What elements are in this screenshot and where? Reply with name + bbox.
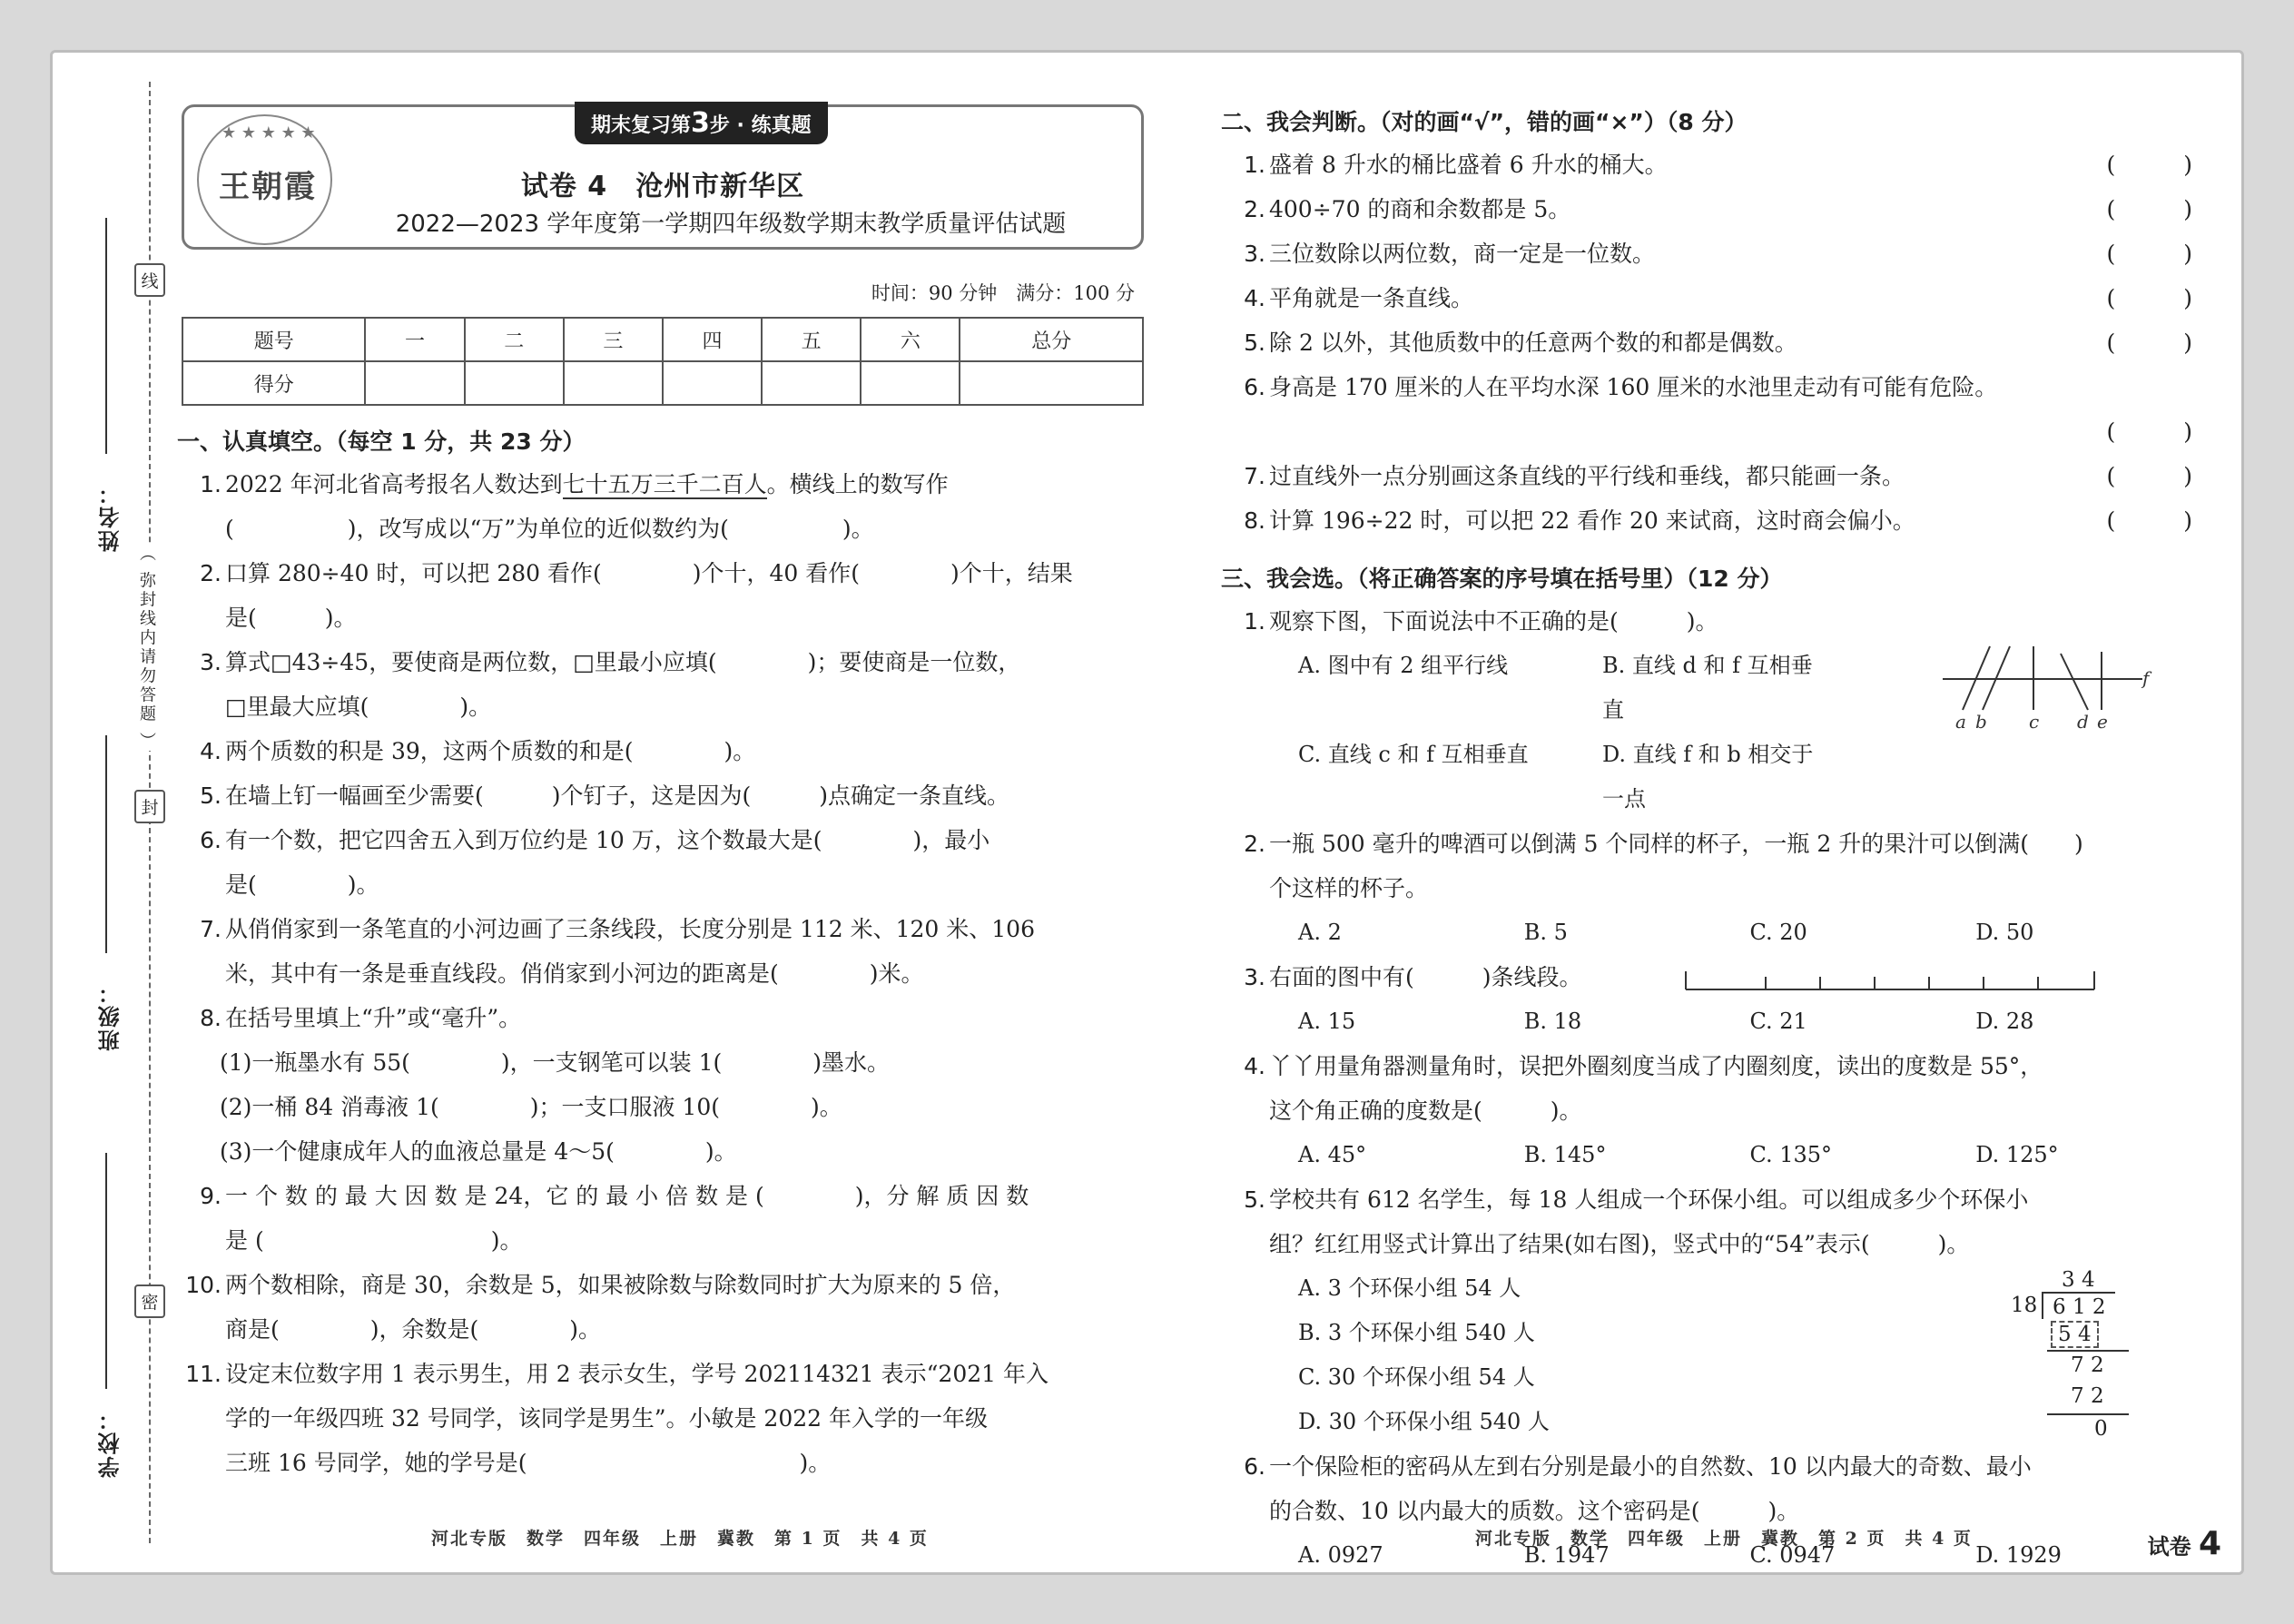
name-underline: [105, 218, 107, 454]
score-input[interactable]: [762, 361, 861, 405]
question-3: [182, 640, 1144, 729]
review-step-tag: [575, 102, 828, 144]
question-number: 5.: [200, 782, 222, 809]
answer-paren[interactable]: ( ): [2106, 463, 2192, 489]
score-input[interactable]: [960, 361, 1143, 405]
label-a: a: [1955, 711, 1966, 733]
question-text: 在括号里填上“升”或“毫升”。: [225, 1005, 522, 1031]
option[interactable]: C. 直线 c 和 f 互相垂直: [1298, 742, 1529, 767]
question-number: 11.: [185, 1361, 222, 1387]
options: [1226, 1133, 2192, 1177]
question-4: [182, 729, 1144, 773]
judge-item: [1226, 320, 2192, 365]
name-label: 姓名：: [98, 481, 123, 552]
choice-question-1: [1226, 599, 2192, 822]
label-b: b: [1975, 711, 1987, 733]
answer-paren[interactable]: ( ): [2106, 285, 2192, 311]
question-text: 这个角正确的度数是( )。: [1269, 1097, 1582, 1124]
question-number: 4.: [1244, 1053, 1265, 1079]
exam-header: [182, 104, 1144, 250]
logo-stars-icon: ★ ★ ★ ★ ★: [222, 123, 316, 143]
left-page: [177, 104, 1144, 1485]
question-text: 过直线外一点分别画这条直线的平行线和垂线，都只能画一条。: [1269, 463, 1905, 489]
question-text: □里最大应填( )。: [225, 694, 492, 720]
segments-figure: [1684, 968, 2102, 995]
division-step-54: 5 4: [2051, 1321, 2099, 1348]
question-text: 学校共有 612 名学生，每 18 人组成一个环保小组。可以组成多少个环保小: [1269, 1186, 2029, 1213]
question-number: 10.: [185, 1272, 222, 1298]
score-cell: 五: [762, 318, 861, 361]
choice-question-2: [1226, 822, 2192, 955]
question-number: 3.: [200, 649, 222, 675]
score-header-row: [182, 318, 1143, 361]
question-text: 的合数、10 以内最大的质数。这个密码是( )。: [1269, 1498, 1800, 1524]
question-2: [182, 551, 1144, 640]
choice-question-3: [1226, 955, 2192, 1044]
question-text: 一瓶 500 毫升的啤酒可以倒满 5 个同样的杯子，一瓶 2 升的果汁可以倒满( ): [1269, 831, 2083, 857]
seal-tag-mi: 密: [134, 1284, 165, 1318]
question-text: 在墙上钉一幅画至少需要( )个钉子，这是因为( )点确定一条直线。: [225, 782, 1010, 809]
choice-question-6: [1226, 1444, 2192, 1578]
question-number: 5.: [1244, 330, 1265, 356]
question-number: 3.: [1244, 241, 1265, 267]
question-text: 400÷70 的商和余数都是 5。: [1269, 196, 1571, 222]
question-text: 平角就是一条直线。: [1269, 285, 1474, 311]
right-page: [1221, 104, 2192, 1578]
question-number: 4.: [1244, 285, 1265, 311]
class-label: 班级：: [98, 980, 123, 1051]
division-rule: [2047, 1413, 2129, 1415]
question-5: [182, 773, 1144, 818]
option[interactable]: C. 21: [1749, 1009, 1807, 1034]
exam-time-score: 时间：90 分钟 满分：100 分: [871, 282, 1135, 304]
division-dividend: 6 1 2: [2042, 1292, 2115, 1319]
score-input[interactable]: [365, 361, 464, 405]
question-number: 4.: [200, 738, 222, 764]
step-number: 3: [691, 107, 710, 139]
question-text: 米，其中有一条是垂直线段。俏俏家到小河边的距离是( )米。: [225, 960, 924, 987]
question-number: 2.: [200, 560, 222, 586]
division-step: 7 2: [2071, 1353, 2104, 1377]
option[interactable]: C. 20: [1749, 920, 1807, 945]
division-rule: [2047, 1350, 2129, 1352]
option[interactable]: A. 15: [1298, 1009, 1356, 1034]
question-number: 6.: [1244, 1453, 1265, 1480]
judge-item: [1226, 276, 2192, 320]
question-number: 7.: [200, 916, 222, 942]
question-text: 从俏俏家到一条笔直的小河边画了三条线段，长度分别是 112 米、120 米、106: [225, 916, 1035, 942]
score-cell: 六: [861, 318, 960, 361]
question-text: 组？红红用竖式计算出了结果(如右图)，竖式中的“54”表示( )。: [1269, 1231, 1970, 1257]
question-text: 2022 年河北省高考报名人数达到: [225, 471, 563, 497]
option[interactable]: C. 135°: [1749, 1142, 1833, 1167]
underlined-text: 七十五万三千二百人: [562, 471, 767, 497]
question-text: 一 个 数 的 最 大 因 数 是 24，它 的 最 小 倍 数 是 ( )，分 解 质 因 数: [225, 1183, 1029, 1209]
question-text: 丫丫用量角器测量角时，误把外圈刻度当成了内圈刻度，读出的度数是 55°，: [1269, 1053, 2043, 1079]
question-text: 是( )。: [225, 605, 357, 631]
section2-title: 二、我会判断。（对的画“√”，错的画“×”）（8 分）: [1221, 109, 1748, 135]
question-8-sub3: (3)一个健康成年人的血液总量是 4～5( )。: [220, 1138, 737, 1165]
badge-prefix: 试卷: [2147, 1534, 2191, 1560]
score-table: [182, 317, 1144, 406]
footer-right: 河北专版 数学 四年级 上册 冀教 第 2 页 共 4 页: [1475, 1529, 1973, 1549]
question-text: 有一个数，把它四舍五入到万位约是 10 万，这个数最大是( )，最小: [225, 827, 990, 853]
judge-item: [1226, 454, 2192, 498]
score-cell: 四: [663, 318, 762, 361]
question-number: 6.: [200, 827, 222, 853]
question-number: 5.: [1244, 1186, 1265, 1213]
score-cell: 二: [465, 318, 564, 361]
question-text: 设定末位数字用 1 表示男生，用 2 表示女生，学号 202114321 表示“2021 年入: [225, 1361, 1049, 1387]
option[interactable]: D. 30 个环保小组 540 人: [1298, 1409, 1550, 1434]
question-text: 口算 280÷40 时，可以把 280 看作( )个十，40 看作( )个十，结果: [225, 560, 1073, 586]
score-cell: 得分: [182, 361, 365, 405]
lines-figure: [1943, 645, 2161, 735]
question-text: 学的一年级四班 32 号同学，该同学是男生”。小敏是 2022 年入学的一年级: [225, 1405, 989, 1432]
answer-paren[interactable]: ( ): [2106, 152, 2192, 178]
judge-item: [1226, 231, 2192, 276]
question-9: [182, 1174, 1144, 1263]
step-suffix: 步 · 练真题: [709, 114, 812, 137]
division-remainder: 0: [2094, 1417, 2108, 1441]
question-text: 身高是 170 厘米的人在平均水深 160 厘米的水池里走动有可能有危险。: [1269, 374, 1998, 400]
seal-tag-xian: 线: [134, 263, 165, 297]
question-text: 三班 16 号同学，她的学号是( )。: [225, 1450, 832, 1476]
option[interactable]: C. 30 个环保小组 54 人: [1298, 1364, 1535, 1390]
question-text: 计算 196÷22 时，可以把 22 看作 20 来试商，这时商会偏小。: [1269, 507, 1915, 534]
question-1: [182, 462, 1144, 551]
option[interactable]: B. 18: [1523, 1009, 1582, 1034]
section1-title: 一、认真填空。（每空 1 分，共 23 分）: [177, 428, 586, 455]
options: [1226, 733, 2192, 822]
label-c: c: [2029, 711, 2040, 733]
question-text: ( )，改写成以“万”为单位的近似数约为( )。: [225, 516, 874, 542]
question-number: 9.: [200, 1183, 222, 1209]
badge-number: 4: [2198, 1525, 2221, 1562]
question-text: 。横线上的数写作: [766, 471, 949, 497]
question-11: [182, 1352, 1144, 1485]
division-quotient: 3 4: [2062, 1268, 2095, 1292]
division-step: 7 2: [2071, 1384, 2104, 1408]
judge-item: [1226, 365, 2192, 454]
option[interactable]: A. 2: [1298, 920, 1342, 945]
exam-subtitle: 2022—2023 学年度第一学期四年级数学期末教学质量评估试题: [395, 211, 1067, 238]
option[interactable]: A. 3 个环保小组 54 人: [1298, 1275, 1521, 1301]
score-input[interactable]: [663, 361, 762, 405]
question-6: [182, 818, 1144, 907]
section3-title: 三、我会选。（将正确答案的序号填在括号里）（12 分）: [1221, 566, 1783, 592]
binding-sidebar: [84, 82, 170, 1543]
judge-item: [1226, 143, 2192, 187]
score-input[interactable]: [465, 361, 564, 405]
score-cell: 题号: [182, 318, 365, 361]
question-text: 个这样的杯子。: [1269, 875, 1429, 901]
score-cell: 一: [365, 318, 464, 361]
option[interactable]: D. 28: [1975, 1009, 2034, 1034]
question-8: [182, 996, 1144, 1040]
option[interactable]: A. 图中有 2 组平行线: [1298, 653, 1509, 678]
class-underline: [105, 735, 107, 953]
score-input[interactable]: [861, 361, 960, 405]
question-text: 算式□43÷45，要使商是两位数，□里最小应填( )；要使商是一位数，: [225, 649, 1021, 675]
label-f: f: [2142, 667, 2150, 689]
division-divisor: 18: [2011, 1294, 2038, 1317]
option[interactable]: C. 0947: [1749, 1542, 1836, 1568]
question-text: 两个数相除，商是 30，余数是 5，如果被除数与除数同时扩大为原来的 5 倍，: [225, 1272, 1016, 1298]
option[interactable]: B. 145°: [1523, 1142, 1607, 1167]
school-label: 学校：: [98, 1407, 123, 1478]
question-number: 2.: [1244, 831, 1265, 857]
line-d: [2061, 654, 2088, 710]
seal-tag-feng: 封: [134, 790, 165, 823]
question-10: [182, 1263, 1144, 1352]
answer-paren[interactable]: ( ): [2106, 330, 2192, 356]
option[interactable]: B. 5: [1523, 920, 1568, 945]
score-cell: 三: [564, 318, 663, 361]
option[interactable]: A. 45°: [1298, 1142, 1367, 1167]
score-cell: 总分: [960, 318, 1143, 361]
answer-paren[interactable]: ( ): [2106, 241, 2192, 267]
option[interactable]: D. 1929: [1975, 1542, 2062, 1568]
question-8-sub2: (2)一桶 84 消毒液 1( )；一支口服液 10( )。: [220, 1094, 842, 1120]
question-8-sub1: (1)一瓶墨水有 55( )，一支钢笔可以装 1( )墨水。: [220, 1049, 891, 1076]
score-input[interactable]: [564, 361, 663, 405]
option[interactable]: B. 3 个环保小组 540 人: [1298, 1320, 1535, 1345]
seal-note: （ 弥封线内请勿答题 ）: [134, 545, 158, 751]
question-text: 观察下图，下面说法中不正确的是( )。: [1269, 608, 1718, 635]
question-text: 右面的图中有( )条线段。: [1269, 964, 1582, 990]
question-number: 2.: [1244, 196, 1265, 222]
options: [1226, 910, 2192, 955]
exam-title: 试卷 4 沧州市新华区: [520, 171, 805, 202]
choice-question-5: [1226, 1177, 2192, 1444]
paper-badge: [2148, 1525, 2221, 1562]
answer-paren[interactable]: ( ): [2106, 507, 2192, 534]
question-number: 1.: [1244, 608, 1265, 635]
option[interactable]: B. 1947: [1523, 1542, 1610, 1568]
label-e: e: [2097, 711, 2108, 733]
question-number: 8.: [1244, 507, 1265, 534]
answer-paren[interactable]: ( ): [2106, 196, 2192, 222]
question-number: 1.: [1244, 152, 1265, 178]
step-prefix: 期末复习第: [591, 114, 692, 137]
question-text: 盛着 8 升水的桶比盛着 6 升水的桶大。: [1269, 152, 1668, 178]
question-number: 8.: [200, 1005, 222, 1031]
option[interactable]: D. 125°: [1975, 1142, 2059, 1167]
question-text: 除 2 以外，其他质数中的任意两个数的和都是偶数。: [1269, 330, 1797, 356]
option[interactable]: B. 直线 d 和 f 互相垂直: [1602, 653, 1813, 723]
score-value-row: [182, 361, 1143, 405]
answer-paren[interactable]: ( ): [2106, 418, 2192, 445]
question-number: 3.: [1244, 964, 1265, 990]
long-division: [2011, 1268, 2129, 1450]
judge-item: [1226, 187, 2192, 231]
option[interactable]: D. 直线 f 和 b 相交于一点: [1602, 742, 1814, 812]
option[interactable]: D. 50: [1975, 920, 2034, 945]
option[interactable]: A. 0927: [1298, 1542, 1383, 1568]
question-text: 是( )。: [225, 871, 379, 898]
options: [1226, 999, 2192, 1044]
question-text: 两个质数的积是 39，这两个质数的和是( )。: [225, 738, 756, 764]
question-7: [182, 907, 1144, 996]
choice-question-4: [1226, 1044, 2192, 1177]
school-underline: [105, 1153, 107, 1389]
label-d: d: [2077, 711, 2089, 733]
logo-text: 王朝霞: [219, 169, 317, 205]
question-text: 商是( )，余数是( )。: [225, 1316, 602, 1343]
footer-left: 河北专版 数学 四年级 上册 冀教 第 1 页 共 4 页: [431, 1529, 929, 1549]
question-number: 1.: [200, 471, 222, 497]
question-text: 三位数除以两位数，商一定是一位数。: [1269, 241, 1656, 267]
question-text: 是 ( )。: [225, 1227, 523, 1254]
question-number: 7.: [1244, 463, 1265, 489]
judge-item: [1226, 498, 2192, 543]
question-number: 6.: [1244, 374, 1265, 400]
question-text: 一个保险柜的密码从左到右分别是最小的自然数、10 以内最大的奇数、最小: [1269, 1453, 2032, 1480]
